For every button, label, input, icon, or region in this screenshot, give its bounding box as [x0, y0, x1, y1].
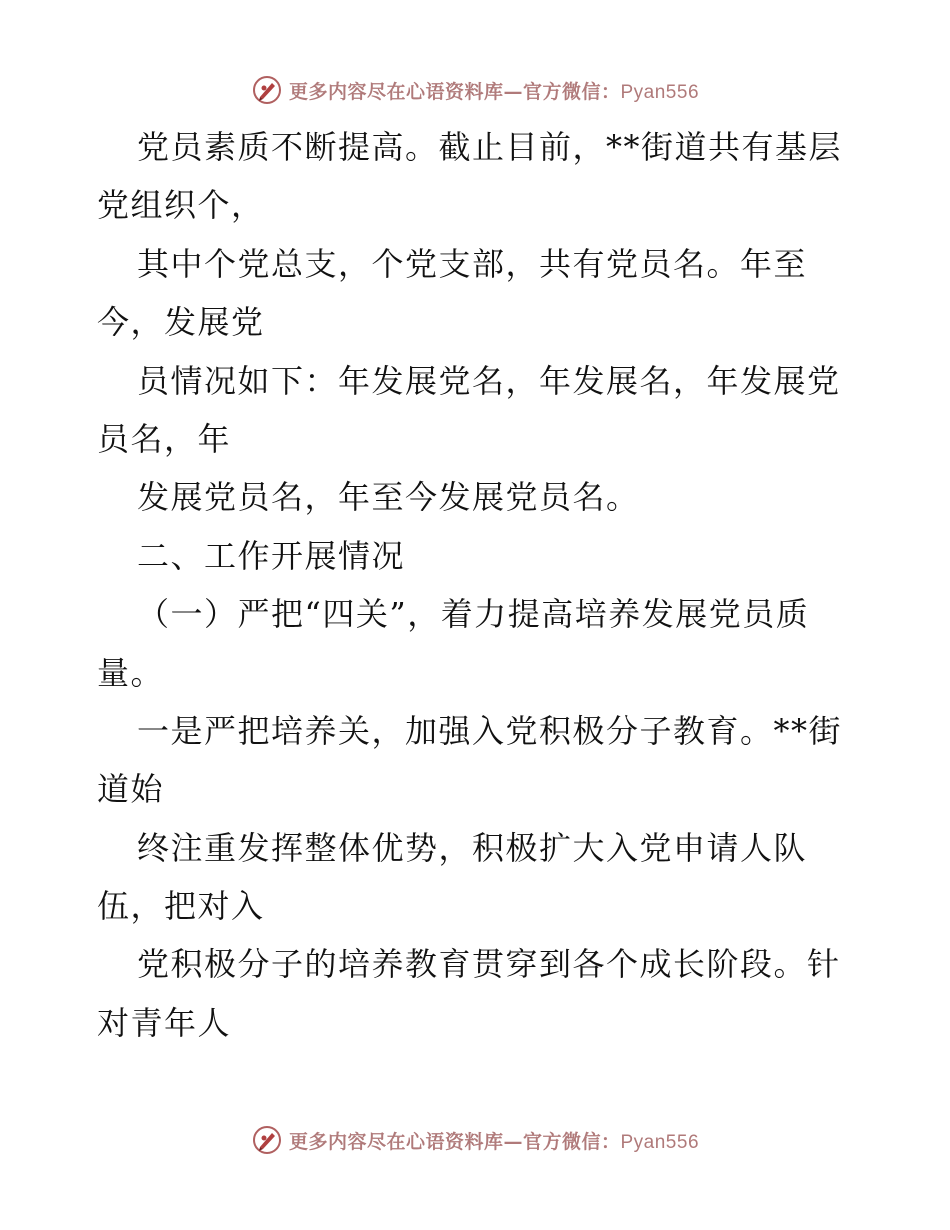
document-body: [97, 118, 857, 1052]
text-line: 道始: [97, 770, 165, 809]
watermark-main: 更多内容尽在心语资料库: [288, 1130, 504, 1153]
text-line: 党积极分子的培养教育贯穿到各个成长阶段。针: [137, 945, 841, 984]
text-line: 终注重发挥整体优势，积极扩大入党申请人队: [137, 828, 808, 867]
text-line: 党组织个，: [97, 186, 265, 225]
watermark-wechat-id: Pyan556: [620, 81, 700, 103]
watermark-wechat-id: Pyan556: [620, 1131, 700, 1153]
pen-logo-icon: [251, 74, 283, 106]
watermark-separator: —: [503, 1130, 523, 1153]
footer-watermark: [0, 1120, 950, 1160]
text-line: 量。: [97, 653, 165, 692]
watermark-suffix: 官方微信：: [522, 80, 621, 103]
text-line: 员名，年: [97, 419, 232, 458]
text-line: 党员素质不断提高。截止目前，**街道共有基层: [137, 128, 843, 166]
text-line: 二、工作开展情况: [137, 536, 406, 575]
watermark-suffix: 官方微信：: [522, 1130, 621, 1153]
text-line: 对青年人: [97, 1003, 232, 1042]
watermark-main: 更多内容尽在心语资料库: [288, 80, 504, 103]
header-watermark: [0, 70, 950, 110]
pen-logo-icon: [251, 1124, 283, 1156]
text-line: 员情况如下：年发展党名，年发展名，年发展党: [137, 361, 841, 400]
watermark-text: [289, 77, 699, 104]
watermark-text: [289, 1127, 699, 1154]
text-line: 发展党员名，年至今发展党员名。: [137, 478, 640, 517]
text-line: 伍，把对入: [97, 887, 265, 926]
text-line: 今，发展党: [97, 303, 265, 342]
text-line: 其中个党总支，个党支部，共有党员名。年至: [137, 244, 808, 283]
watermark-separator: —: [503, 80, 523, 103]
text-line: （一）严把“四关”，着力提高培养发展党员质: [137, 595, 810, 634]
text-line: 一是严把培养关，加强入党积极分子教育。**街: [137, 711, 843, 750]
